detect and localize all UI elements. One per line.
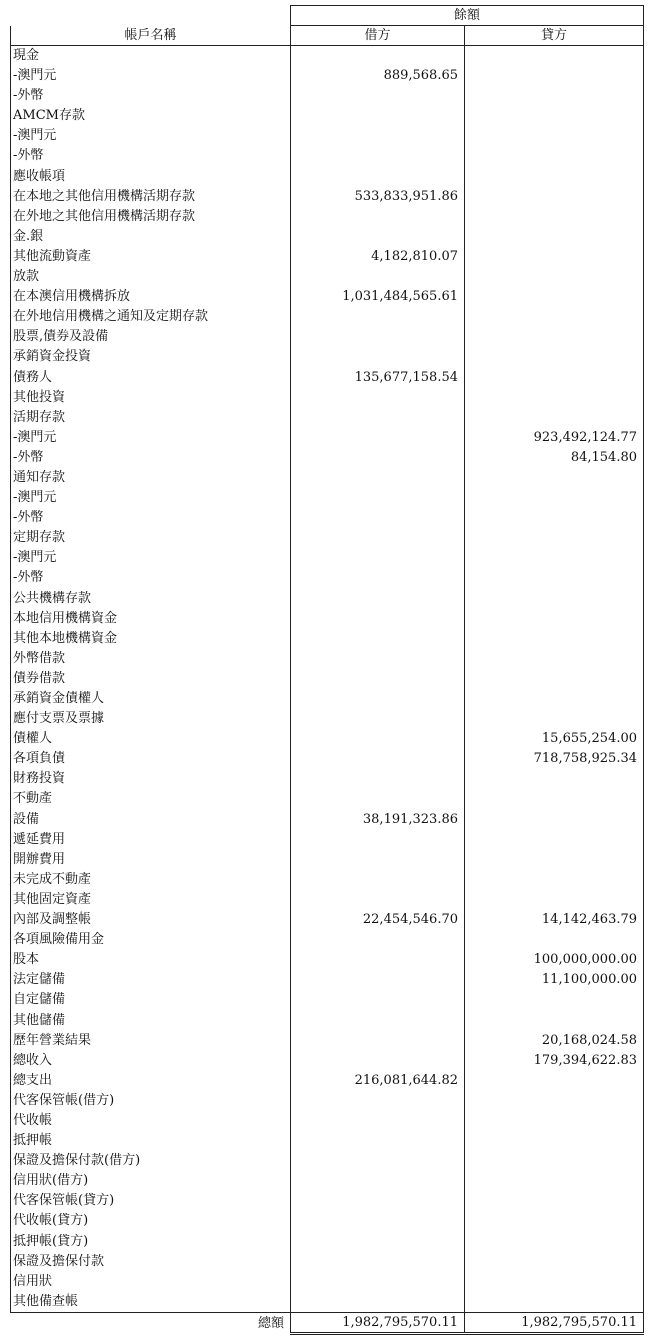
debit-cell bbox=[291, 46, 465, 67]
credit-cell bbox=[465, 769, 644, 789]
table-row bbox=[11, 789, 644, 809]
account-name-cell: 債權人 bbox=[11, 729, 291, 749]
credit-cell bbox=[465, 86, 644, 106]
credit-cell bbox=[465, 1071, 644, 1091]
debit-cell bbox=[291, 970, 465, 990]
credit-cell bbox=[465, 508, 644, 528]
account-name-cell: -澳門元 bbox=[11, 548, 291, 568]
debit-cell bbox=[291, 1171, 465, 1191]
balance-header: 餘額 bbox=[291, 6, 644, 26]
account-name-cell: -澳門元 bbox=[11, 66, 291, 86]
table-row bbox=[11, 187, 644, 207]
table-row bbox=[11, 528, 644, 548]
account-name-cell: 現金 bbox=[11, 46, 291, 67]
credit-cell bbox=[465, 388, 644, 408]
account-name-cell: 代客保管帳(借方) bbox=[11, 1091, 291, 1111]
table-row bbox=[11, 830, 644, 850]
debit-header: 借方 bbox=[291, 26, 465, 46]
debit-cell bbox=[291, 1211, 465, 1231]
account-name-cell: 其他流動資產 bbox=[11, 247, 291, 267]
credit-cell bbox=[465, 1111, 644, 1131]
table-row bbox=[11, 910, 644, 930]
account-name-cell: 抵押帳(貸方) bbox=[11, 1232, 291, 1252]
debit-cell: 533,833,951.86 bbox=[291, 187, 465, 207]
table-row bbox=[11, 247, 644, 267]
table-row bbox=[11, 568, 644, 588]
account-name-cell: 代客保管帳(貸方) bbox=[11, 1191, 291, 1211]
account-name-cell: -外幣 bbox=[11, 568, 291, 588]
table-row bbox=[11, 629, 644, 649]
debit-cell bbox=[291, 227, 465, 247]
credit-cell bbox=[465, 669, 644, 689]
table-row bbox=[11, 227, 644, 247]
credit-cell bbox=[465, 1151, 644, 1171]
table-row bbox=[11, 689, 644, 709]
credit-cell bbox=[465, 227, 644, 247]
credit-cell bbox=[465, 126, 644, 146]
table-row bbox=[11, 508, 644, 528]
debit-cell bbox=[291, 1292, 465, 1313]
credit-cell bbox=[465, 66, 644, 86]
credit-cell bbox=[465, 1272, 644, 1292]
credit-cell bbox=[465, 267, 644, 287]
table-row bbox=[11, 368, 644, 388]
table-row bbox=[11, 1051, 644, 1071]
table-row bbox=[11, 1292, 644, 1313]
table-row bbox=[11, 468, 644, 488]
debit-cell bbox=[291, 327, 465, 347]
total-debit: 1,982,795,570.11 bbox=[291, 1312, 465, 1333]
table-row bbox=[11, 1151, 644, 1171]
table-row bbox=[11, 448, 644, 468]
credit-cell bbox=[465, 1211, 644, 1231]
credit-cell: 14,142,463.79 bbox=[465, 910, 644, 930]
debit-cell bbox=[291, 850, 465, 870]
credit-cell bbox=[465, 568, 644, 588]
debit-cell bbox=[291, 1131, 465, 1151]
account-name-cell: 不動產 bbox=[11, 789, 291, 809]
debit-cell bbox=[291, 789, 465, 809]
debit-cell bbox=[291, 1151, 465, 1171]
account-name-cell: 股票,債券及設備 bbox=[11, 327, 291, 347]
table-row bbox=[11, 729, 644, 749]
table-row bbox=[11, 870, 644, 890]
table-row bbox=[11, 287, 644, 307]
debit-cell: 135,677,158.54 bbox=[291, 368, 465, 388]
table-row bbox=[11, 86, 644, 106]
debit-cell bbox=[291, 1011, 465, 1031]
account-name-cell: 代收帳 bbox=[11, 1111, 291, 1131]
debit-cell bbox=[291, 629, 465, 649]
debit-cell bbox=[291, 388, 465, 408]
account-name-cell: 其他儲備 bbox=[11, 1011, 291, 1031]
debit-cell bbox=[291, 649, 465, 669]
table-row bbox=[11, 1131, 644, 1151]
debit-cell bbox=[291, 488, 465, 508]
table-row bbox=[11, 890, 644, 910]
credit-cell bbox=[465, 1011, 644, 1031]
credit-cell: 15,655,254.00 bbox=[465, 729, 644, 749]
account-name-cell: 保證及擔保付款 bbox=[11, 1252, 291, 1272]
debit-cell bbox=[291, 1191, 465, 1211]
credit-cell bbox=[465, 187, 644, 207]
account-name-cell: 債券借款 bbox=[11, 669, 291, 689]
ledger-body bbox=[11, 46, 644, 1313]
credit-cell bbox=[465, 589, 644, 609]
account-name-cell: 歷年營業結果 bbox=[11, 1031, 291, 1051]
account-name-cell: 其他投資 bbox=[11, 388, 291, 408]
credit-cell bbox=[465, 709, 644, 729]
table-row bbox=[11, 1191, 644, 1211]
account-name-cell: 承銷資金債權人 bbox=[11, 689, 291, 709]
account-name-cell: -澳門元 bbox=[11, 126, 291, 146]
table-row bbox=[11, 930, 644, 950]
account-name-cell: -外幣 bbox=[11, 508, 291, 528]
credit-cell bbox=[465, 850, 644, 870]
account-name-cell: -外幣 bbox=[11, 146, 291, 166]
table-row bbox=[11, 267, 644, 287]
credit-cell bbox=[465, 629, 644, 649]
credit-cell bbox=[465, 1252, 644, 1272]
debit-cell bbox=[291, 729, 465, 749]
debit-cell: 22,454,546.70 bbox=[291, 910, 465, 930]
debit-cell bbox=[291, 1111, 465, 1131]
table-row bbox=[11, 146, 644, 166]
debit-cell bbox=[291, 167, 465, 187]
credit-cell bbox=[465, 1191, 644, 1211]
table-row bbox=[11, 669, 644, 689]
credit-cell bbox=[465, 307, 644, 327]
account-name-cell: -澳門元 bbox=[11, 428, 291, 448]
credit-cell bbox=[465, 1091, 644, 1111]
debit-cell bbox=[291, 307, 465, 327]
credit-cell: 923,492,124.77 bbox=[465, 428, 644, 448]
credit-header: 貸方 bbox=[465, 26, 644, 46]
account-name-cell: 公共機構存款 bbox=[11, 589, 291, 609]
account-name-cell: 未完成不動產 bbox=[11, 870, 291, 890]
credit-cell bbox=[465, 1232, 644, 1252]
debit-cell: 4,182,810.07 bbox=[291, 247, 465, 267]
debit-cell: 216,081,644.82 bbox=[291, 1071, 465, 1091]
table-row bbox=[11, 428, 644, 448]
account-name-cell: 定期存款 bbox=[11, 528, 291, 548]
table-row bbox=[11, 609, 644, 629]
table-row bbox=[11, 1111, 644, 1131]
account-name-cell: 在外地之其他信用機構活期存款 bbox=[11, 207, 291, 227]
debit-cell bbox=[291, 1031, 465, 1051]
table-row bbox=[11, 769, 644, 789]
debit-cell bbox=[291, 428, 465, 448]
credit-cell: 20,168,024.58 bbox=[465, 1031, 644, 1051]
account-name-cell: 信用狀(借方) bbox=[11, 1171, 291, 1191]
table-row bbox=[11, 548, 644, 568]
account-name-cell: 活期存款 bbox=[11, 408, 291, 428]
credit-cell bbox=[465, 528, 644, 548]
account-name-header: 帳戶名稱 bbox=[11, 26, 291, 46]
credit-cell bbox=[465, 1171, 644, 1191]
table-row bbox=[11, 388, 644, 408]
total-credit: 1,982,795,570.11 bbox=[465, 1312, 644, 1333]
account-name-cell: 在本澳信用機構拆放 bbox=[11, 287, 291, 307]
debit-cell bbox=[291, 528, 465, 548]
debit-cell bbox=[291, 568, 465, 588]
credit-cell: 84,154.80 bbox=[465, 448, 644, 468]
account-name-cell: 總收入 bbox=[11, 1051, 291, 1071]
credit-cell: 100,000,000.00 bbox=[465, 950, 644, 970]
table-row bbox=[11, 709, 644, 729]
account-name-cell: 自定儲備 bbox=[11, 990, 291, 1010]
table-row bbox=[11, 1011, 644, 1031]
table-row bbox=[11, 347, 644, 367]
credit-cell bbox=[465, 488, 644, 508]
table-row bbox=[11, 950, 644, 970]
debit-cell bbox=[291, 689, 465, 709]
table-row bbox=[11, 990, 644, 1010]
table-row bbox=[11, 408, 644, 428]
debit-cell: 889,568.65 bbox=[291, 66, 465, 86]
account-name-cell: 總支出 bbox=[11, 1071, 291, 1091]
debit-cell bbox=[291, 468, 465, 488]
account-name-cell: 金.銀 bbox=[11, 227, 291, 247]
account-name-cell: 其他備查帳 bbox=[11, 1292, 291, 1313]
debit-cell bbox=[291, 609, 465, 629]
account-name-cell: -澳門元 bbox=[11, 488, 291, 508]
total-row bbox=[11, 1312, 644, 1333]
debit-cell bbox=[291, 589, 465, 609]
credit-cell bbox=[465, 146, 644, 166]
account-name-cell: 放款 bbox=[11, 267, 291, 287]
table-row bbox=[11, 1091, 644, 1111]
credit-cell bbox=[465, 347, 644, 367]
credit-cell bbox=[465, 167, 644, 187]
credit-cell bbox=[465, 689, 644, 709]
credit-cell bbox=[465, 830, 644, 850]
credit-cell bbox=[465, 327, 644, 347]
credit-cell bbox=[465, 649, 644, 669]
debit-cell bbox=[291, 86, 465, 106]
table-row bbox=[11, 810, 644, 830]
credit-cell bbox=[465, 468, 644, 488]
account-name-cell: 各項負債 bbox=[11, 749, 291, 769]
credit-cell bbox=[465, 1292, 644, 1313]
account-name-cell: 其他本地機構資金 bbox=[11, 629, 291, 649]
table-row bbox=[11, 1171, 644, 1191]
account-name-cell: 開辦費用 bbox=[11, 850, 291, 870]
debit-cell bbox=[291, 267, 465, 287]
table-row bbox=[11, 106, 644, 126]
table-row bbox=[11, 66, 644, 86]
table-row bbox=[11, 167, 644, 187]
header-row-top bbox=[11, 6, 644, 26]
table-row bbox=[11, 589, 644, 609]
header-row-bottom bbox=[11, 26, 644, 46]
trial-balance-table bbox=[10, 5, 644, 1335]
account-name-cell: 財務投資 bbox=[11, 769, 291, 789]
debit-cell bbox=[291, 408, 465, 428]
table-row bbox=[11, 1272, 644, 1292]
account-name-cell: 法定儲備 bbox=[11, 970, 291, 990]
account-name-cell: 內部及調整帳 bbox=[11, 910, 291, 930]
debit-cell bbox=[291, 990, 465, 1010]
account-name-cell: 承銷資金投資 bbox=[11, 347, 291, 367]
credit-cell bbox=[465, 1131, 644, 1151]
debit-cell bbox=[291, 1091, 465, 1111]
debit-cell bbox=[291, 669, 465, 689]
table-row bbox=[11, 1031, 644, 1051]
debit-cell bbox=[291, 106, 465, 126]
credit-cell bbox=[465, 990, 644, 1010]
account-name-cell: -外幣 bbox=[11, 86, 291, 106]
table-row bbox=[11, 327, 644, 347]
account-name-cell: 抵押帳 bbox=[11, 1131, 291, 1151]
account-name-cell: 應付支票及票據 bbox=[11, 709, 291, 729]
account-name-cell: 遞延費用 bbox=[11, 830, 291, 850]
debit-cell bbox=[291, 709, 465, 729]
debit-cell bbox=[291, 207, 465, 227]
table-row bbox=[11, 307, 644, 327]
credit-cell bbox=[465, 890, 644, 910]
credit-cell bbox=[465, 789, 644, 809]
credit-cell bbox=[465, 106, 644, 126]
header-corner bbox=[11, 6, 291, 26]
account-name-cell: 應收帳項 bbox=[11, 167, 291, 187]
table-row bbox=[11, 649, 644, 669]
table-row bbox=[11, 1232, 644, 1252]
debit-cell bbox=[291, 830, 465, 850]
account-name-cell: AMCM存款 bbox=[11, 106, 291, 126]
credit-cell bbox=[465, 810, 644, 830]
credit-cell bbox=[465, 870, 644, 890]
account-name-cell: 設備 bbox=[11, 810, 291, 830]
table-row bbox=[11, 126, 644, 146]
debit-cell bbox=[291, 126, 465, 146]
credit-cell bbox=[465, 46, 644, 67]
credit-cell: 179,394,622.83 bbox=[465, 1051, 644, 1071]
account-name-cell: 其他固定資產 bbox=[11, 890, 291, 910]
debit-cell bbox=[291, 1252, 465, 1272]
debit-cell bbox=[291, 870, 465, 890]
credit-cell bbox=[465, 930, 644, 950]
debit-cell: 38,191,323.86 bbox=[291, 810, 465, 830]
account-name-cell: 債務人 bbox=[11, 368, 291, 388]
credit-cell: 718,758,925.34 bbox=[465, 749, 644, 769]
debit-cell bbox=[291, 146, 465, 166]
table-row bbox=[11, 1252, 644, 1272]
debit-cell bbox=[291, 1272, 465, 1292]
debit-cell bbox=[291, 950, 465, 970]
debit-cell bbox=[291, 508, 465, 528]
credit-cell: 11,100,000.00 bbox=[465, 970, 644, 990]
account-name-cell: 在本地之其他信用機構活期存款 bbox=[11, 187, 291, 207]
table-row bbox=[11, 488, 644, 508]
debit-cell bbox=[291, 1232, 465, 1252]
account-name-cell: 在外地信用機構之通知及定期存款 bbox=[11, 307, 291, 327]
debit-cell bbox=[291, 347, 465, 367]
debit-cell bbox=[291, 769, 465, 789]
debit-cell bbox=[291, 930, 465, 950]
table-row bbox=[11, 207, 644, 227]
debit-cell: 1,031,484,565.61 bbox=[291, 287, 465, 307]
total-label: 總額 bbox=[11, 1312, 291, 1333]
account-name-cell: 各項風險備用金 bbox=[11, 930, 291, 950]
account-name-cell: 股本 bbox=[11, 950, 291, 970]
credit-cell bbox=[465, 408, 644, 428]
credit-cell bbox=[465, 548, 644, 568]
debit-cell bbox=[291, 548, 465, 568]
debit-cell bbox=[291, 749, 465, 769]
account-name-cell: 保證及擔保付款(借方) bbox=[11, 1151, 291, 1171]
account-name-cell: 代收帳(貸方) bbox=[11, 1211, 291, 1231]
credit-cell bbox=[465, 368, 644, 388]
account-name-cell: 信用狀 bbox=[11, 1272, 291, 1292]
table-row bbox=[11, 1211, 644, 1231]
credit-cell bbox=[465, 609, 644, 629]
table-row bbox=[11, 749, 644, 769]
credit-cell bbox=[465, 247, 644, 267]
account-name-cell: 外幣借款 bbox=[11, 649, 291, 669]
credit-cell bbox=[465, 207, 644, 227]
debit-cell bbox=[291, 890, 465, 910]
account-name-cell: 本地信用機構資金 bbox=[11, 609, 291, 629]
account-name-cell: 通知存款 bbox=[11, 468, 291, 488]
credit-cell bbox=[465, 287, 644, 307]
debit-cell bbox=[291, 1051, 465, 1071]
table-row bbox=[11, 1071, 644, 1091]
table-row bbox=[11, 850, 644, 870]
debit-cell bbox=[291, 448, 465, 468]
table-row bbox=[11, 46, 644, 67]
account-name-cell: -外幣 bbox=[11, 448, 291, 468]
table-row bbox=[11, 970, 644, 990]
